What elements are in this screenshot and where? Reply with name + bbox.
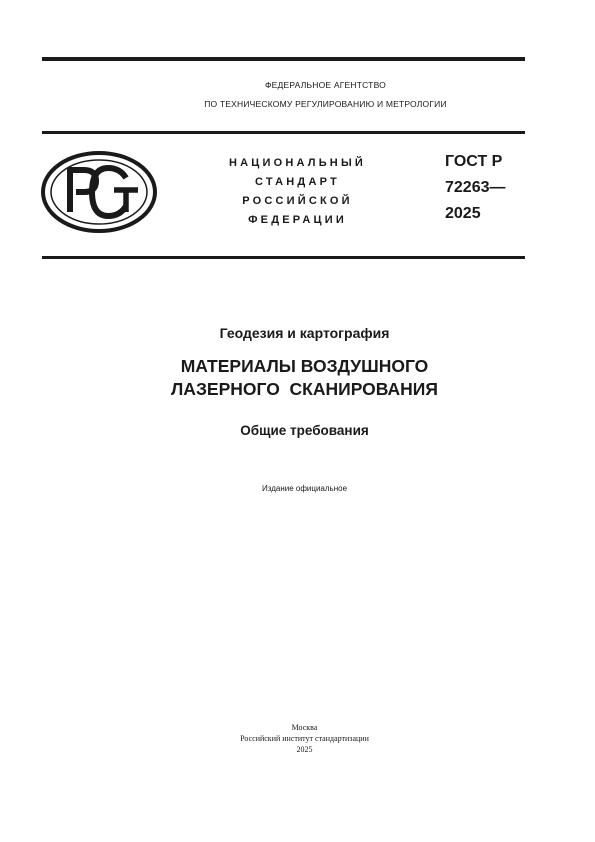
standard-type-line: РОССИЙСКОЙ: [242, 195, 353, 207]
top-rule: [42, 57, 525, 61]
document-subtitle: Общие требования: [240, 423, 369, 438]
subject-heading: Геодезия и картография: [219, 325, 390, 341]
designation-line1: ГОСТ Р: [445, 153, 503, 170]
imprint-city: Москва: [291, 723, 318, 732]
imprint-institute: Российский институт стандартизации: [240, 734, 369, 743]
document-title: [0, 355, 595, 401]
standard-type-line: НАЦИОНАЛЬНЫЙ: [228, 157, 367, 169]
standard-type-block: [210, 154, 385, 230]
standard-type-line: СТАНДАРТ: [255, 176, 340, 188]
agency-name-line1: ФЕДЕРАЛЬНОЕ АГЕНТСТВО: [265, 80, 386, 90]
designation-line2: 72263—: [445, 179, 506, 196]
rst-gost-emblem-icon: [40, 150, 158, 234]
designation-line3: 2025: [445, 205, 481, 222]
imprint: [0, 722, 595, 755]
header-rule: [42, 131, 525, 134]
title-line1: МАТЕРИАЛЫ ВОЗДУШНОГО: [180, 356, 429, 376]
edition-note: Издание официальное: [261, 484, 348, 493]
standard-type-line: ФЕДЕРАЦИИ: [248, 214, 347, 226]
agency-name-line2: ПО ТЕХНИЧЕСКОМУ РЕГУЛИРОВАНИЮ И МЕТРОЛОГИИ: [204, 99, 447, 109]
title-line2: ЛАЗЕРНОГО СКАНИРОВАНИЯ: [171, 379, 438, 399]
header-bottom-rule: [42, 256, 525, 259]
standard-designation: [445, 149, 506, 227]
imprint-year: 2025: [296, 745, 313, 754]
